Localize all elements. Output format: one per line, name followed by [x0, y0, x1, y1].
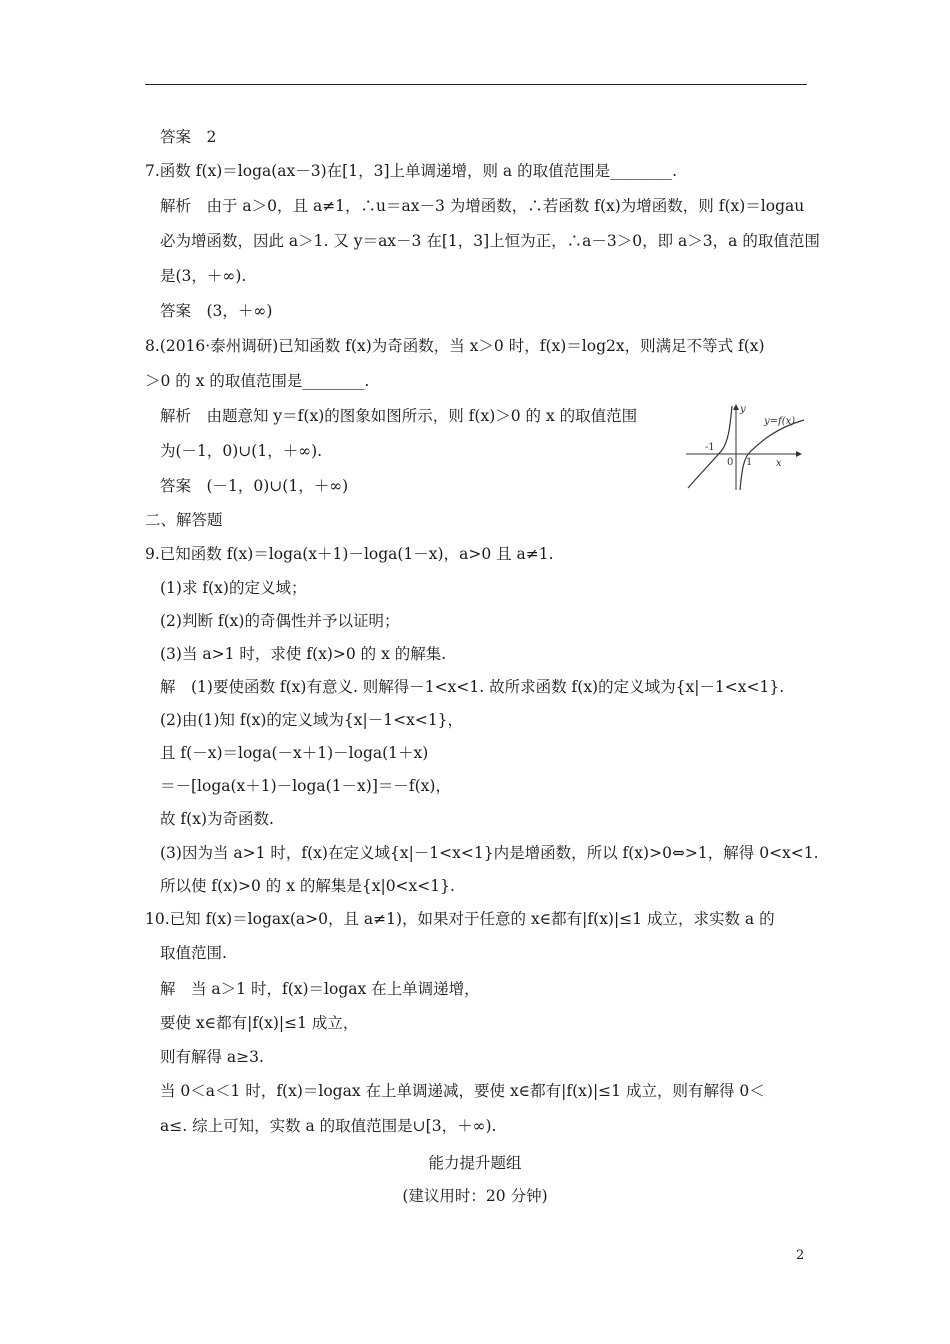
tick-label-0: 0	[727, 457, 734, 468]
answer-7: 答案 (3，＋∞)	[160, 302, 273, 320]
analysis-7-line-1: 解析 由于 a＞0，且 a≠1，∴u＝ax－3 为增函数，∴若函数 f(x)为增函数，则 f(x)＝logau	[160, 197, 805, 215]
solution-9-line-1: 解 (1)要使函数 f(x)有意义. 则解得－1<x<1. 故所求函数 f(x)的定义域为{x|－1<x<1}.	[160, 678, 785, 696]
question-9: 9.已知函数 f(x)＝loga(x＋1)－loga(1－x)，a>0 且 a≠1.	[145, 545, 554, 563]
solution-9-line-5: 故 f(x)为奇函数.	[160, 810, 274, 828]
solution-10-line-5: a≤. 综上可知，实数 a 的取值范围是∪[3，＋∞).	[160, 1117, 497, 1135]
solution-9-line-6: (3)因为当 a>1 时，f(x)在定义域{x|－1<x<1}内是增函数，所以 f(x)>0⇔>1，解得 0<x<1.	[160, 844, 819, 862]
solution-9-line-7: 所以使 f(x)>0 的 x 的解集是{x|0<x<1}.	[160, 877, 455, 895]
question-9-part-3: (3)当 a>1 时，求使 f(x)>0 的 x 的解集.	[160, 645, 447, 663]
x-axis-label: x	[776, 458, 782, 469]
y-axis-label: y	[740, 404, 746, 415]
solution-10-line-4: 当 0＜a＜1 时，f(x)＝logax 在上单调递减，要使 x∈都有|f(x)|≤1 成立，则有解得 0＜	[160, 1082, 765, 1100]
function-graph-figure	[684, 398, 806, 494]
question-10-line-2: 取值范围.	[160, 944, 227, 962]
section-title: 能力提升题组	[428, 1154, 522, 1172]
analysis-8-line-2: 为(－1，0)∪(1，＋∞).	[160, 442, 323, 460]
curve-label: y=f(x)	[764, 416, 796, 427]
header-rule	[145, 84, 807, 85]
answer-6: 答案 2	[160, 128, 217, 146]
answer-8: 答案 (－1，0)∪(1，＋∞)	[160, 477, 349, 495]
solution-10-line-1: 解 当 a＞1 时，f(x)＝logax 在上单调递增，	[160, 980, 480, 998]
curve-right-branch	[740, 420, 804, 490]
question-9-part-2: (2)判断 f(x)的奇偶性并予以证明；	[160, 612, 400, 630]
section-heading-solve: 二、解答题	[145, 511, 223, 529]
question-8-line-2: ＞0 的 x 的取值范围是________.	[145, 372, 370, 390]
solution-9-line-2: (2)由(1)知 f(x)的定义域为{x|－1<x<1}，	[160, 711, 464, 729]
question-8-line-1: 8.(2016·泰州调研)已知函数 f(x)为奇函数，当 x＞0 时，f(x)＝log2x，则满足不等式 f(x)	[145, 337, 765, 355]
analysis-7-line-2: 必为增函数，因此 a＞1. 又 y＝ax－3 在[1，3]上恒为正，∴a－3＞0，即 a＞3，a 的取值范围	[160, 232, 820, 250]
solution-10-line-2: 要使 x∈都有|f(x)|≤1 成立，	[160, 1014, 359, 1032]
question-10-line-1: 10.已知 f(x)＝logax(a>0，且 a≠1)，如果对于任意的 x∈都有|f(x)|≤1 成立，求实数 a 的	[145, 910, 775, 928]
y-axis-arrow	[733, 404, 739, 410]
question-9-part-1: (1)求 f(x)的定义域；	[160, 579, 307, 597]
analysis-8-line-1: 解析 由题意知 y＝f(x)的图象如图所示，则 f(x)＞0 的 x 的取值范围	[160, 407, 638, 425]
tick-label-neg1: -1	[705, 442, 715, 453]
page-number: 2	[796, 1248, 805, 1263]
x-axis-arrow	[796, 451, 802, 457]
question-7: 7.函数 f(x)＝loga(ax－3)在[1，3]上单调递增，则 a 的取值范围是________.	[145, 162, 678, 180]
analysis-7-line-3: 是(3，＋∞).	[160, 267, 247, 285]
solution-9-line-4: ＝－[loga(x＋1)－loga(1－x)]＝－f(x)，	[160, 777, 451, 795]
solution-10-line-3: 则有解得 a≥3.	[160, 1048, 264, 1066]
section-subtitle: (建议用时：20 分钟)	[402, 1187, 548, 1205]
tick-label-1: 1	[746, 457, 753, 468]
solution-9-line-3: 且 f(－x)＝loga(－x＋1)－loga(1＋x)	[160, 744, 429, 762]
